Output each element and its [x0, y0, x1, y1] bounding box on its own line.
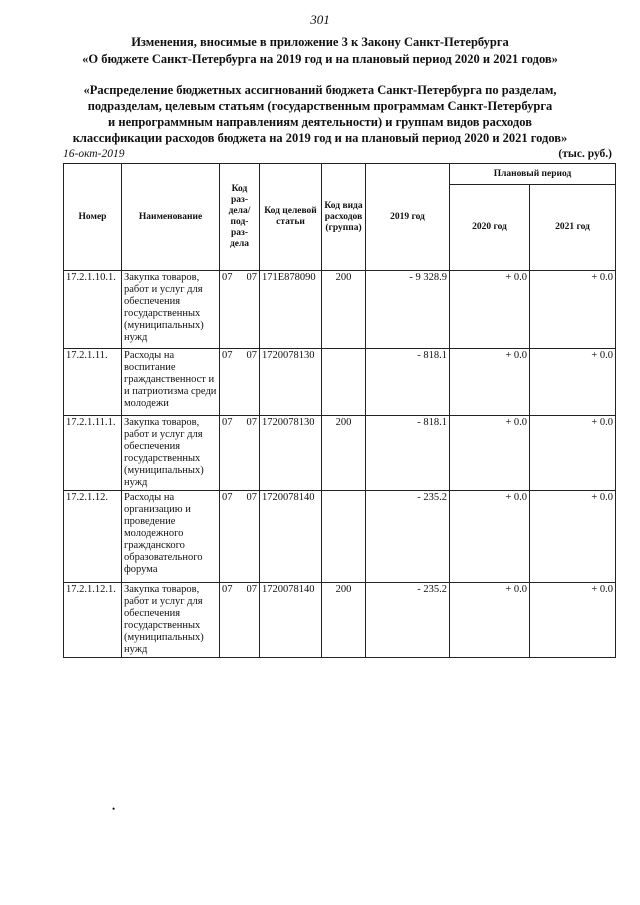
subsection-code: 07 [246, 272, 257, 283]
cell-section [220, 583, 260, 658]
section-code: 07 [222, 417, 233, 428]
header-2019: 2019 год [366, 164, 450, 271]
cell-2020: + 0.0 [450, 583, 530, 658]
cell-kind [322, 349, 366, 416]
cell-name: Закупка товаров, работ и услуг для обеспечения государственных (муниципальных) нужд [122, 583, 220, 658]
cell-kind: 200 [322, 416, 366, 491]
header-number: Номер [64, 164, 122, 271]
cell-2020: + 0.0 [450, 271, 530, 349]
cell-section [220, 349, 260, 416]
subsection-code: 07 [246, 492, 257, 503]
cell-target: 171E878090 [260, 271, 322, 349]
section-code: 07 [222, 492, 233, 503]
header-name: Наименование [122, 164, 220, 271]
cell-2021: + 0.0 [530, 271, 616, 349]
subsection-code: 07 [246, 417, 257, 428]
cell-name: Расходы на организацию и проведение молодежного гражданского образовательного форума [122, 491, 220, 583]
section-code: 07 [222, 350, 233, 361]
cell-2019: - 9 328.9 [366, 271, 450, 349]
section-code: 07 [222, 272, 233, 283]
heading-line-2: «О бюджете Санкт-Петербурга на 2019 год и на плановый период 2020 и 2021 годов» [82, 52, 558, 66]
cell-2019: - 235.2 [366, 583, 450, 658]
cell-2020: + 0.0 [450, 416, 530, 491]
cell-target: 1720078130 [260, 416, 322, 491]
document-date: 16-окт-2019 [63, 148, 125, 160]
stray-mark: • [112, 804, 116, 814]
cell-target: 1720078130 [260, 349, 322, 416]
cell-2020: + 0.0 [450, 349, 530, 416]
header-section-code: Код раз- дела/ под- раз- дела [220, 164, 260, 271]
table-row [64, 491, 616, 583]
cell-name: Закупка товаров, работ и услуг для обеспечения государственных (муниципальных) нужд [122, 416, 220, 491]
table-body [64, 271, 616, 658]
cell-2019: - 818.1 [366, 416, 450, 491]
table-row [64, 271, 616, 349]
cell-name: Расходы на воспитание гражданственност и и патриотизма среди молодежи [122, 349, 220, 416]
header-expense-kind: Код вида расходов (группа) [322, 164, 366, 271]
cell-target: 1720078140 [260, 583, 322, 658]
units-label: (тыс. руб.) [558, 148, 612, 160]
cell-2021: + 0.0 [530, 491, 616, 583]
table-row [64, 349, 616, 416]
cell-number: 17.2.1.11. [64, 349, 122, 416]
budget-table [63, 163, 616, 658]
cell-section [220, 491, 260, 583]
document-heading [20, 34, 620, 68]
header-2020: 2020 год [450, 185, 530, 271]
table-row [64, 416, 616, 491]
cell-2021: + 0.0 [530, 583, 616, 658]
section-code: 07 [222, 584, 233, 595]
heading-line-1: Изменения, вносимые в приложение 3 к Закону Санкт-Петербурга [131, 35, 509, 49]
subsection-code: 07 [246, 584, 257, 595]
header-target-code: Код целевой статьи [260, 164, 322, 271]
cell-2020: + 0.0 [450, 491, 530, 583]
cell-2021: + 0.0 [530, 349, 616, 416]
header-2021: 2021 год [530, 185, 616, 271]
cell-number: 17.2.1.12. [64, 491, 122, 583]
page-number: 301 [310, 12, 330, 27]
cell-2019: - 818.1 [366, 349, 450, 416]
cell-section [220, 271, 260, 349]
table-title [20, 82, 620, 146]
title-line-1: «Распределение бюджетных ассигнований бюджета Санкт-Петербурга по разделам, [83, 83, 557, 97]
cell-number: 17.2.1.12.1. [64, 583, 122, 658]
cell-2019: - 235.2 [366, 491, 450, 583]
cell-kind: 200 [322, 583, 366, 658]
subsection-code: 07 [246, 350, 257, 361]
cell-2021: + 0.0 [530, 416, 616, 491]
cell-section [220, 416, 260, 491]
cell-name: Закупка товаров, работ и услуг для обеспечения государственных (муниципальных) нужд [122, 271, 220, 349]
cell-number: 17.2.1.11.1. [64, 416, 122, 491]
cell-kind [322, 491, 366, 583]
title-line-2: подразделам, целевым статьям (государственным программам Санкт-Петербурга [87, 99, 553, 113]
title-line-3: и непрограммным направлениям деятельности) и группам видов расходов [108, 115, 532, 129]
table-row [64, 583, 616, 658]
cell-number: 17.2.1.10.1. [64, 271, 122, 349]
cell-kind: 200 [322, 271, 366, 349]
cell-target: 1720078140 [260, 491, 322, 583]
title-line-4: классификации расходов бюджета на 2019 год и на плановый период 2020 и 2021 годов» [72, 131, 568, 145]
header-planned-period: Плановый период [450, 164, 616, 185]
